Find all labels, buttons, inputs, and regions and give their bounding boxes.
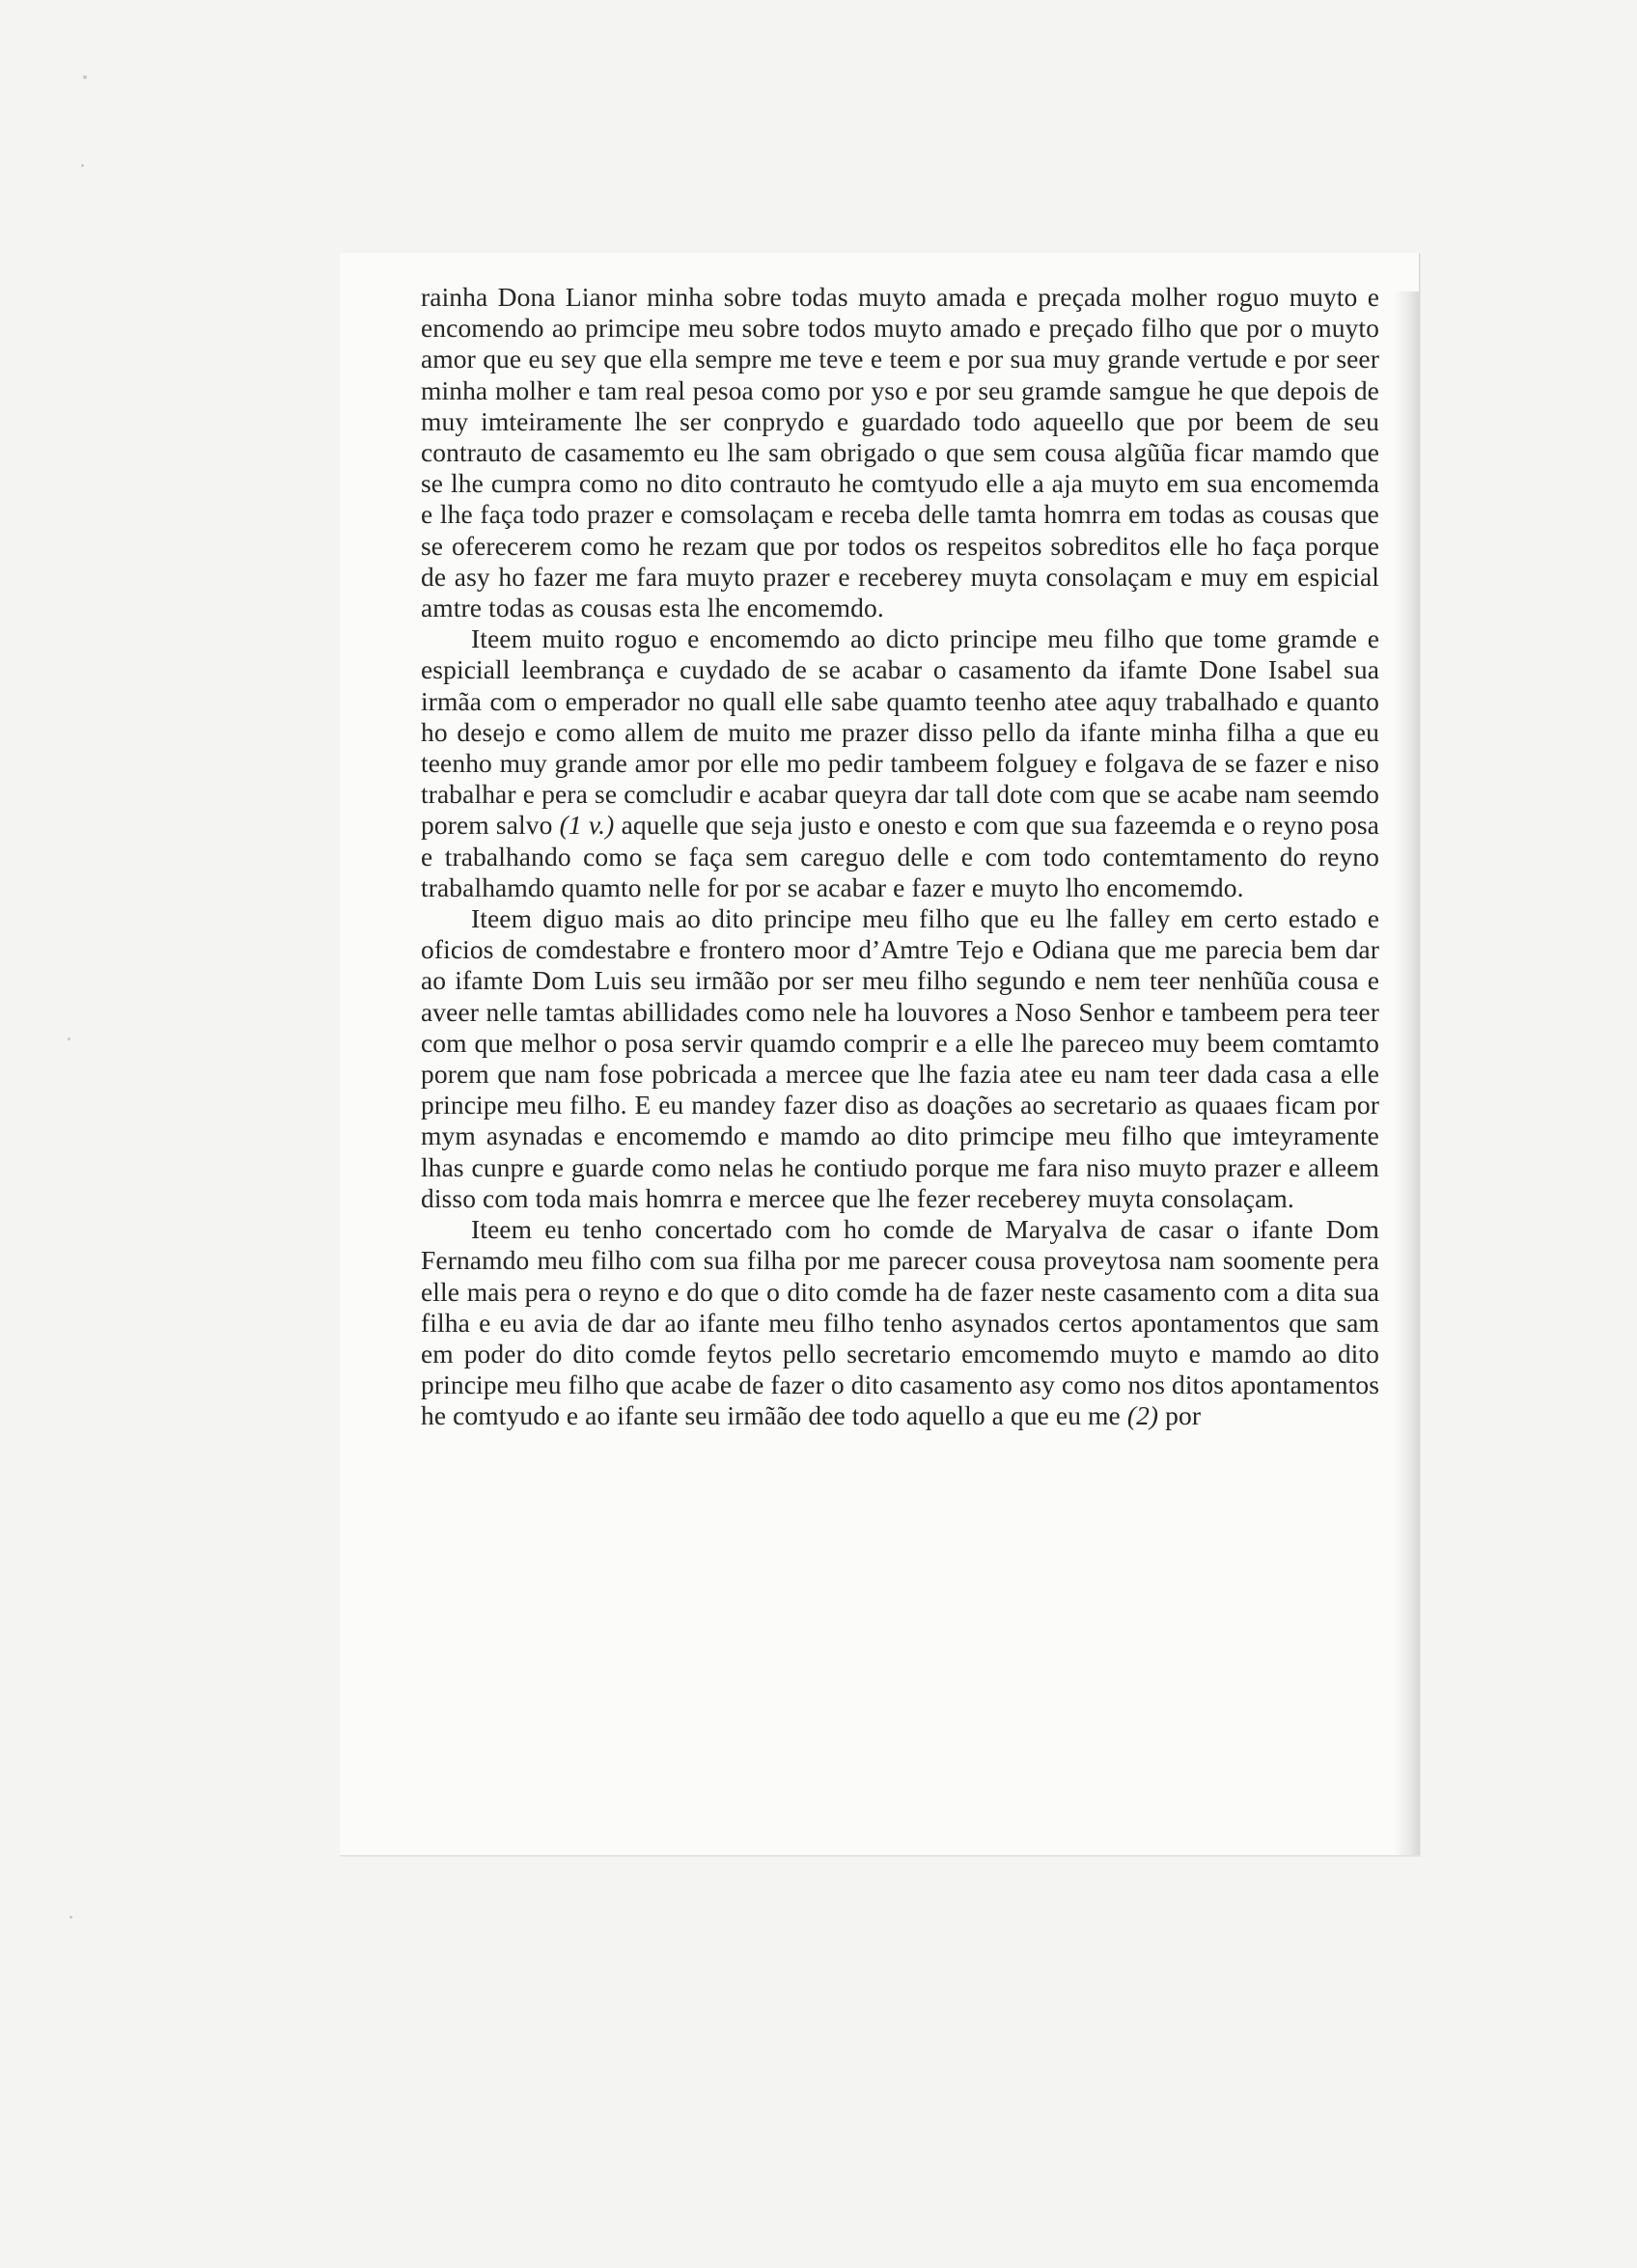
folio-reference-2: (2) xyxy=(1126,1400,1159,1431)
scan-speck xyxy=(68,1037,70,1040)
body-text xyxy=(421,282,1379,1432)
paragraph-2 xyxy=(421,623,1379,903)
scan-speck xyxy=(69,1916,72,1919)
paragraph-3-text: Iteem diguo mais ao dito principe meu filho que eu lhe falley em certo estado e oficios de comdestabre e frontero moor d’Amtre Tejo e Odiana que me parecia bem dar ao ifamte Dom Luis seu irmãão por ser meu filho segundo e nem teer nenhũũa cousa e aveer nelle tamtas abillidades como nele ha louvores a Noso Senhor e tambeem pera teer com que melhor o posa servir quamdo comprir e a elle lhe pareceo muy beem comtamto porem que nam fose pobricada a mercee que lhe fazia atee eu nam teer dada casa a elle principe meu filho. E eu mandey fazer diso as doações ao secretario as quaaes ficam por mym asynadas e encomemdo e mamdo ao dito primcipe meu filho que imteyramente lhas cunpre e guarde como nelas he contiudo porque me fara niso muyto prazer e alleem disso com toda mais homrra e mercee que lhe fezer receberey muyta consolaçam. xyxy=(421,903,1379,1213)
page-edge-shadow xyxy=(1394,291,1419,1855)
paragraph-4 xyxy=(421,1214,1379,1431)
paragraph-2-text-b: aquelle que seja justo e onesto e com que sua fazeemda e o reyno posa e trabalhando como se faça sem careguo delle e com todo contemtamento do reyno trabalhamdo quamto nelle for por se acabar e fazer e muyto lho encomemdo. xyxy=(421,810,1379,902)
paragraph-1-text: rainha Dona Lianor minha sobre todas muyto amada e preçada molher roguo muyto e encomendo ao primcipe meu sobre todos muyto amado e preçado filho que por o muyto amor que eu sey que ella sempre me teve e teem e por sua muy grande vertude e por seer minha molher e tam real pesoa como por yso e por seu gramde samgue he que depois de muy imteiramente lhe ser conprydo e guardado todo aqueello que por beem de seu contrauto de casamemto eu lhe sam obrigado o que sem cousa algũũa ficar mamdo que se lhe cumpra como no dito contrauto he comtyudo elle a aja muyto em sua encomemda e lhe faça todo prazer e comsolaçam e receba delle tamta homrra em todas as cousas que se oferecerem como he rezam que por todos os respeitos sobreditos elle ho faça porque de asy ho fazer me fara muyto prazer e receberey muyta consolaçam e muy em espicial amtre todas as cousas esta lhe encomemdo. xyxy=(421,282,1379,623)
scan-speck xyxy=(83,75,87,79)
folio-reference-1v: (1 v.) xyxy=(559,810,615,841)
paragraph-4-text-b: por xyxy=(1158,1400,1202,1431)
paragraph-4-text-a: Iteem eu tenho concertado com ho comde de Maryalva de casar o ifante Dom Fernamdo meu filho com sua filha por me parecer cousa proveytosa nam soomente pera elle mais pera o reyno e do que o dito comde ha de fazer neste casamento com a dita sua filha e eu avia de dar ao ifante meu filho tenho asynados certos apontamentos que sam em poder do dito comde feytos pello secretario emcomemdo muyto e mamdo ao dito principe meu filho que acabe de fazer o dito casamento asy como nos ditos apontamentos he comtyudo e ao ifante seu irmãão dee todo aquello a que eu me xyxy=(421,1214,1379,1431)
paragraph-2-text-a: Iteem muito roguo e encomemdo ao dicto principe meu filho que tome gramde e espiciall leembrança e cuydado de se acabar o casamento da ifamte Done Isabel sua irmãa com o emperador no quall elle sabe quamto teenho atee aquy trabalhado e quanto ho desejo e como allem de muito me prazer disso pello da ifante minha filha a que eu teenho muy grande amor por elle mo pedir tambeem folguey e folgava de se fazer e niso trabalhar e pera se comcludir e acabar queyra dar tall dote com que se acabe nam seemdo porem salvo xyxy=(421,623,1379,841)
paragraph-3 xyxy=(421,903,1379,1214)
scan-speck xyxy=(81,164,84,167)
document-page xyxy=(340,253,1420,1856)
paragraph-1 xyxy=(421,282,1379,623)
